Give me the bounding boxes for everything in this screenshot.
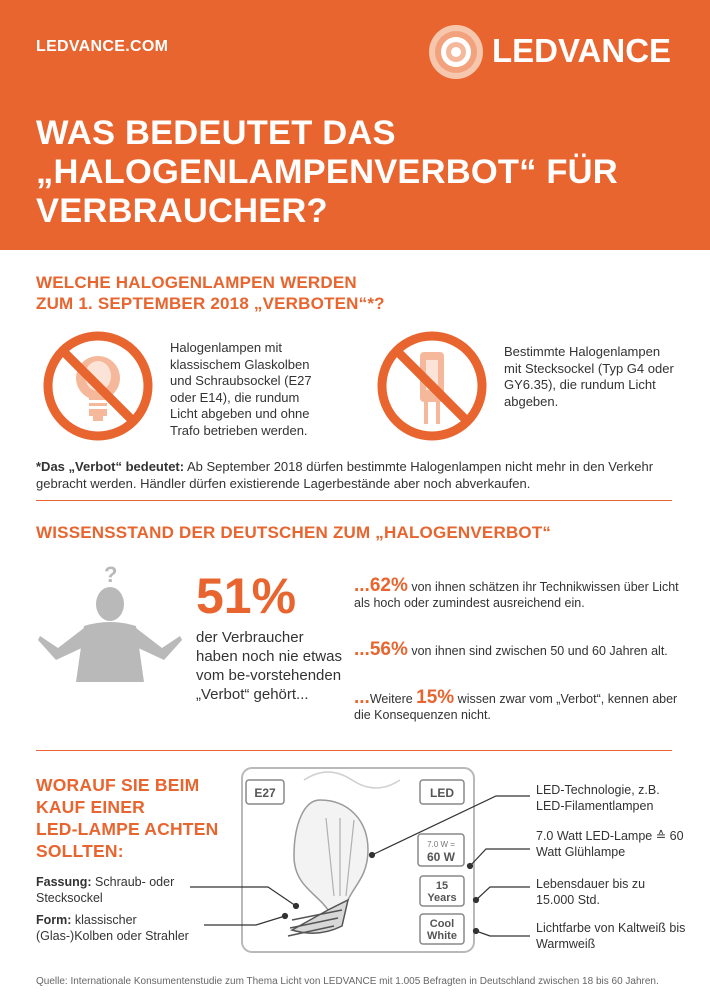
stat-item: ...Weitere 15% wissen zwar vom „Verbot“, kennen aber die Konsequenzen nicht. — [354, 687, 678, 722]
socket-callout: Fassung: Schraub- oder Stecksockel — [36, 875, 175, 905]
brand — [428, 24, 676, 78]
callout-wattage: 7.0 Watt LED-Lampe ≙ 60 Watt Glühlampe — [536, 829, 684, 859]
pack-years-word: Years — [427, 892, 457, 904]
callout-light-color: Lichtfarbe von Kaltweiß bis Warmweiß — [536, 921, 686, 951]
section1-heading: WELCHE HALOGENLAMPEN WERDEN ZUM 1. SEPTEMBER 2018 „VERBOTEN“*? — [36, 273, 385, 313]
pack-white: White — [427, 930, 457, 942]
lamp2-description: Bestimmte Halogenlampen mit Stecksockel (Typ G4 oder GY6.35), die rundum Licht abgeben. — [504, 344, 674, 409]
pack-base-tag: E27 — [254, 786, 276, 800]
pack-years-num: 15 — [435, 880, 449, 892]
confused-person-icon — [36, 562, 186, 682]
pack-cool: Cool — [429, 918, 455, 930]
divider — [36, 500, 672, 501]
brand-name: LEDVANCE — [492, 32, 672, 69]
callout-technology: LED-Technologie, z.B. LED-Filamentlampen — [536, 783, 660, 813]
banned-halogen-pin-icon — [376, 330, 488, 442]
led-lamp-package — [208, 760, 478, 960]
page-title: WAS BEDEUTET DAS „HALOGENLAMPENVERBOT“ FÜR VERBRAUCHER? — [36, 114, 618, 230]
pack-led-tag: LED — [430, 786, 454, 800]
source-footnote: Quelle: Internationale Konsumentenstudie zum Thema Licht von LEDVANCE mit 1.005 Befragten in Deutschland zwischen 18 bis 60 Jahren. — [36, 976, 659, 987]
form-callout: Form: klassischer (Glas-)Kolben oder Strahler — [36, 913, 189, 943]
question-mark-icon: ? — [104, 562, 118, 587]
section2-heading: WISSENSSTAND DER DEUTSCHEN ZUM „HALOGENVERBOT“ — [36, 523, 552, 542]
divider — [36, 750, 672, 751]
stat-main-percent: 51% — [196, 568, 297, 624]
lamp1-description: Halogenlampen mit klassischem Glaskolben und Schraubsockel (E27 oder E14), die rundum Licht abgeben und ohne Trafo betrieben werden. — [170, 340, 312, 438]
banned-bulb-icon — [42, 330, 154, 442]
header-banner — [0, 0, 710, 250]
ledvance-logo-icon — [428, 24, 484, 80]
callout-lifetime: Lebensdauer bis zu 15.000 Std. — [536, 877, 646, 907]
pack-watt-big: 60 W — [426, 850, 456, 864]
site-url[interactable]: LEDVANCE.COM — [36, 38, 169, 55]
section3-heading: WORAUF SIE BEIM KAUF EINER LED-LAMPE ACHTEN SOLLTEN: — [36, 775, 219, 861]
stat-item: ...62% von ihnen schätzen ihr Technikwissen über Licht als hoch oder zumindest ausreichend ein. — [354, 575, 679, 610]
stat-main-description: der Verbraucher haben noch nie etwas vom be-vorstehenden „Verbot“ gehört... — [196, 629, 342, 703]
ban-note: *Das „Verbot“ bedeutet: Ab September 2018 dürfen bestimmte Halogenlampen nicht mehr in den Verkehr gebracht werden. Händler dürfen existierende Lagerbestände aber noch abverkaufen. — [36, 459, 654, 491]
stat-item: ...56% von ihnen sind zwischen 50 und 60 Jahren alt. — [354, 639, 668, 660]
pack-watt-small: 7.0 W = — [427, 840, 455, 849]
